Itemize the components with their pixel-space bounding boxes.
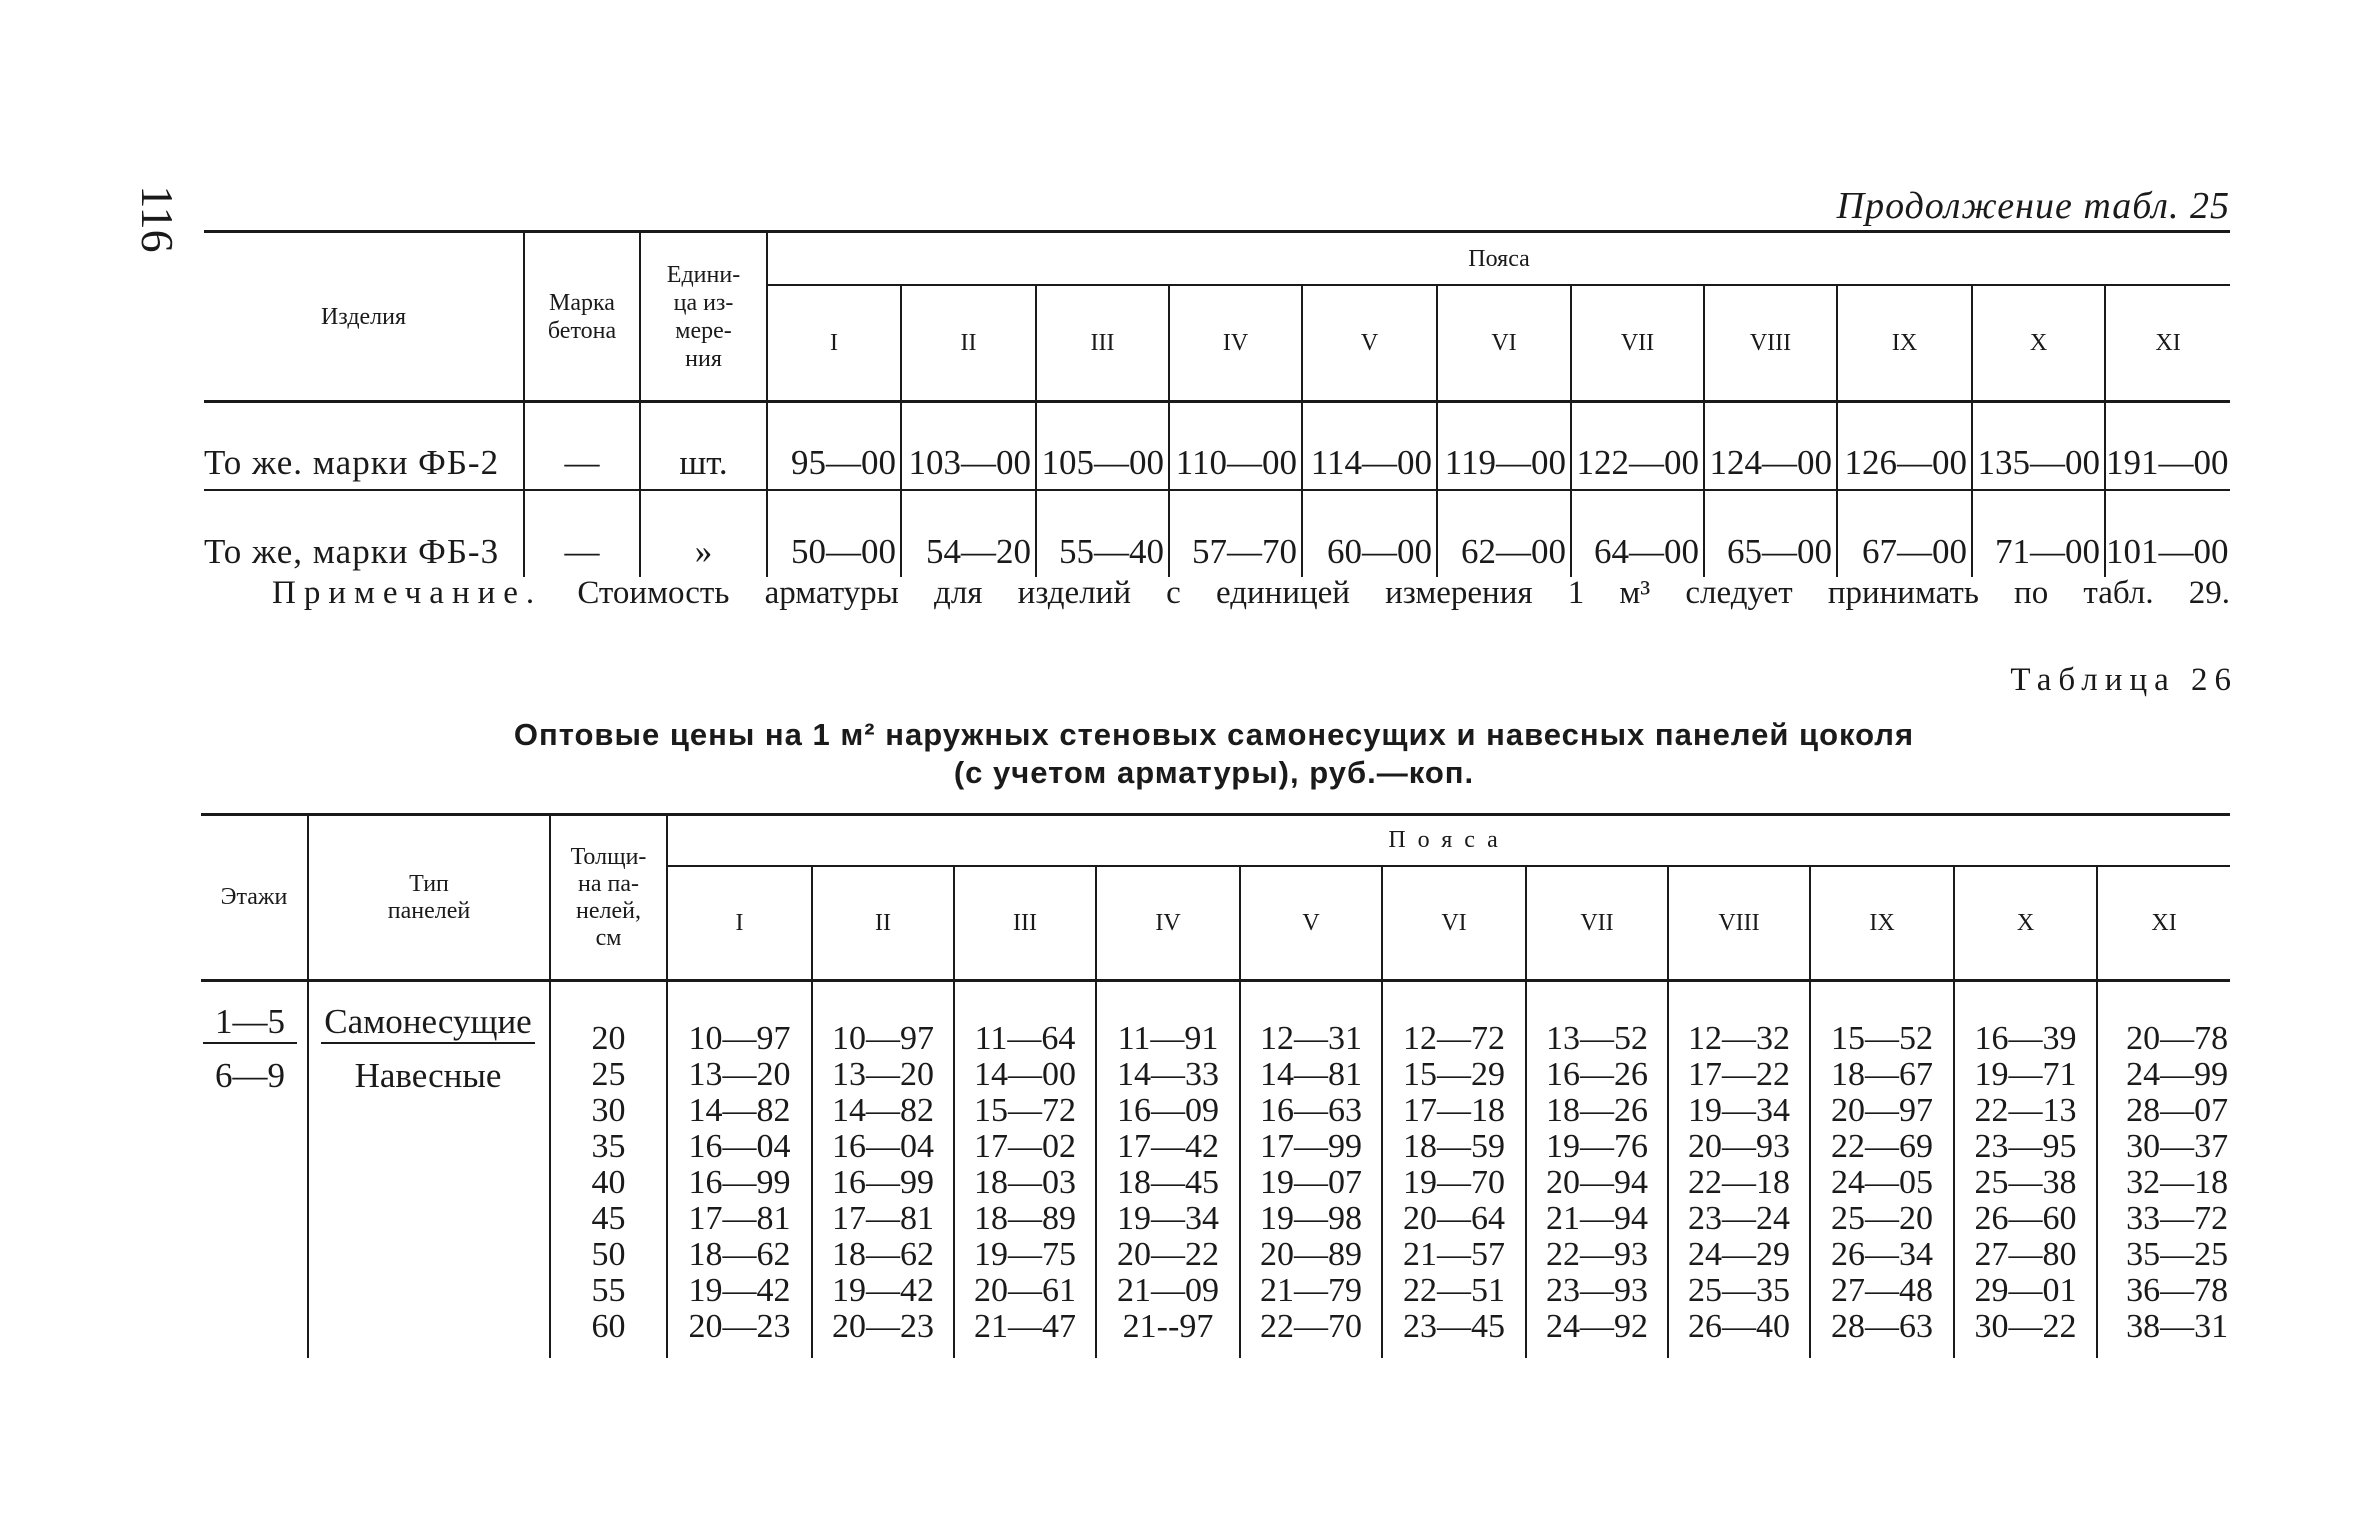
- page-number: 116: [132, 185, 183, 253]
- product-name-cell: То же, марки ФБ-3: [204, 532, 500, 571]
- price-cell: 17—22: [1668, 1057, 1810, 1093]
- title-line: (с учетом арматуры), руб.—коп.: [953, 755, 1475, 790]
- price-cell: 17—02: [954, 1129, 1096, 1165]
- spacer-cell: [550, 981, 667, 1022]
- price-cell: 19—76: [1526, 1129, 1668, 1165]
- note-label: Примечание.: [272, 575, 543, 611]
- price-cell: 71—00: [1972, 490, 2105, 577]
- spacer-cell: [1668, 1345, 1810, 1358]
- spacer-cell: [2097, 981, 2230, 1022]
- zone-numeral: VI: [1437, 285, 1571, 402]
- spacer-cell: [812, 981, 954, 1022]
- price-cell: 119—00: [1437, 402, 1571, 491]
- price-cell: 23—93: [1526, 1273, 1668, 1309]
- price-cell: 20—22: [1096, 1237, 1240, 1273]
- price-cell: 54—20: [901, 490, 1036, 577]
- price-cell: 64—00: [1571, 490, 1704, 577]
- header-product: Изделия: [204, 232, 524, 402]
- price-cell: 16—99: [812, 1165, 954, 1201]
- price-cell: 14—82: [667, 1093, 812, 1129]
- price-cell: 21—94: [1526, 1201, 1668, 1237]
- price-cell: 24—92: [1526, 1309, 1668, 1345]
- table-26-title: [204, 716, 2224, 792]
- header-thickness: [550, 815, 667, 981]
- table-26-label: Таблица 26: [2010, 662, 2238, 698]
- price-cell: 12—32: [1668, 1021, 1810, 1057]
- spacer-cell: [812, 1345, 954, 1358]
- price-cell: 57—70: [1169, 490, 1302, 577]
- panel-type: Самонесущие: [321, 1002, 535, 1044]
- price-cell: 19—42: [812, 1273, 954, 1309]
- price-cell: 15—29: [1382, 1057, 1526, 1093]
- price-cell: 20—89: [1240, 1237, 1382, 1273]
- price-cell: 12—72: [1382, 1021, 1526, 1057]
- price-cell: 22—93: [1526, 1237, 1668, 1273]
- price-cell: 22—13: [1954, 1093, 2097, 1129]
- zone-numeral: X: [1954, 866, 2097, 981]
- floor-range: 6—9: [215, 1056, 285, 1095]
- price-cell: 16—39: [1954, 1021, 2097, 1057]
- zone-numeral: IV: [1096, 866, 1240, 981]
- spacer-cell: [1810, 1345, 1954, 1358]
- thickness-cell: 25: [550, 1057, 667, 1093]
- price-cell: 20—61: [954, 1273, 1096, 1309]
- price-cell: 19—34: [1096, 1201, 1240, 1237]
- zone-numeral: III: [1036, 285, 1169, 402]
- table-row: [204, 402, 2230, 491]
- zone-numeral: VII: [1571, 285, 1704, 402]
- spacer-cell: [1526, 981, 1668, 1022]
- price-cell: 28—63: [1810, 1309, 1954, 1345]
- concrete-grade-cell: —: [524, 402, 640, 491]
- price-cell: 30—37: [2097, 1129, 2230, 1165]
- price-cell: 23—45: [1382, 1309, 1526, 1345]
- price-cell: 105—00: [1036, 402, 1169, 491]
- price-cell: 24—29: [1668, 1237, 1810, 1273]
- price-cell: 15—52: [1810, 1021, 1954, 1057]
- price-cell: 24—05: [1810, 1165, 1954, 1201]
- price-cell: 19—75: [954, 1237, 1096, 1273]
- table-25-note: [272, 573, 2230, 613]
- spacer-cell: [1954, 981, 2097, 1022]
- table-25-continuation-label: Продолжение табл. 25: [1836, 185, 2230, 227]
- unit-cell: »: [640, 490, 767, 577]
- header-concrete-grade: [524, 232, 640, 402]
- price-cell: 35—25: [2097, 1237, 2230, 1273]
- price-cell: 21--97: [1096, 1309, 1240, 1345]
- spacer-cell: [1096, 981, 1240, 1022]
- price-cell: 27—80: [1954, 1237, 2097, 1273]
- header-zones: Пояса: [667, 815, 2230, 867]
- price-cell: 18—62: [667, 1237, 812, 1273]
- price-cell: 26—34: [1810, 1237, 1954, 1273]
- price-cell: 65—00: [1704, 490, 1837, 577]
- price-cell: 135—00: [1972, 402, 2105, 491]
- price-cell: 20—78: [2097, 1021, 2230, 1057]
- spacer-cell: [1954, 1345, 2097, 1358]
- price-cell: 16—09: [1096, 1093, 1240, 1129]
- price-cell: 19—34: [1668, 1093, 1810, 1129]
- thickness-cell: 35: [550, 1129, 667, 1165]
- thickness-cell: 55: [550, 1273, 667, 1309]
- thickness-cell: 60: [550, 1309, 667, 1345]
- price-cell: 20—64: [1382, 1201, 1526, 1237]
- header-line: см: [595, 924, 622, 951]
- price-cell: 17—81: [667, 1201, 812, 1237]
- zone-numeral: X: [1972, 285, 2105, 402]
- spacer-cell: [1240, 981, 1382, 1022]
- header-zones: Пояса: [767, 232, 2230, 286]
- price-cell: 10—97: [812, 1021, 954, 1057]
- price-cell: 33—72: [2097, 1201, 2230, 1237]
- price-cell: 19—98: [1240, 1201, 1382, 1237]
- price-cell: 110—00: [1169, 402, 1302, 491]
- price-cell: 17—81: [812, 1201, 954, 1237]
- price-cell: 18—26: [1526, 1093, 1668, 1129]
- price-cell: 16—99: [667, 1165, 812, 1201]
- price-cell: 26—40: [1668, 1309, 1810, 1345]
- zone-numeral: VI: [1382, 866, 1526, 981]
- zone-numeral: IV: [1169, 285, 1302, 402]
- price-cell: 17—18: [1382, 1093, 1526, 1129]
- price-cell: 23—24: [1668, 1201, 1810, 1237]
- note-text: Стоимость арматуры для изделий с единицей измерения 1 м³ следует принимать по табл. 29.: [577, 575, 2231, 611]
- price-cell: 19—71: [1954, 1057, 2097, 1093]
- zone-numeral: VIII: [1668, 866, 1810, 981]
- table-spacer-row: [201, 981, 2230, 1022]
- price-cell: 18—59: [1382, 1129, 1526, 1165]
- price-cell: 20—94: [1526, 1165, 1668, 1201]
- price-cell: 10—97: [667, 1021, 812, 1057]
- price-cell: 14—82: [812, 1093, 954, 1129]
- header-line: мере-: [675, 317, 732, 344]
- spacer-cell: [2097, 1345, 2230, 1358]
- header-line: нелей,: [576, 897, 641, 924]
- panel-type: Навесные: [354, 1056, 502, 1095]
- spacer-cell: [1526, 1345, 1668, 1358]
- zone-numeral: IX: [1810, 866, 1954, 981]
- spacer-cell: [550, 1345, 667, 1358]
- product-name-cell: То же. марки ФБ-2: [204, 402, 524, 491]
- price-cell: 114—00: [1302, 402, 1437, 491]
- price-cell: 26—60: [1954, 1201, 2097, 1237]
- price-cell: 62—00: [1437, 490, 1571, 577]
- price-cell: 12—31: [1240, 1021, 1382, 1057]
- spacer-cell: [1240, 1345, 1382, 1358]
- price-cell: 126—00: [1837, 402, 1972, 491]
- zone-numeral: I: [767, 285, 901, 402]
- price-cell: 18—62: [812, 1237, 954, 1273]
- price-cell: 16—26: [1526, 1057, 1668, 1093]
- spacer-cell: [667, 981, 812, 1022]
- header-line: на па-: [578, 870, 639, 897]
- thickness-cell: 50: [550, 1237, 667, 1273]
- header-line: Тип: [409, 870, 449, 897]
- concrete-grade-cell: —: [524, 490, 640, 577]
- price-cell: 17—99: [1240, 1129, 1382, 1165]
- price-cell: 67—00: [1837, 490, 1972, 577]
- floors-cell: [201, 981, 308, 1359]
- zone-numeral: XI: [2105, 285, 2230, 402]
- price-cell: 38—31: [2097, 1309, 2230, 1345]
- price-cell: 11—91: [1096, 1021, 1240, 1057]
- header-line: бетона: [547, 317, 617, 344]
- price-cell: 101—00: [2105, 490, 2230, 577]
- table-25: [204, 230, 2230, 577]
- price-cell: 20—23: [667, 1309, 812, 1345]
- title-line: Оптовые цены на 1 м² наружных стеновых самонесущих и навесных панелей цоколя: [513, 717, 1915, 752]
- price-cell: 21—57: [1382, 1237, 1526, 1273]
- header-line: Едини-: [666, 261, 741, 288]
- price-cell: 19—07: [1240, 1165, 1382, 1201]
- price-cell: 16—04: [667, 1129, 812, 1165]
- zone-numeral: III: [954, 866, 1096, 981]
- price-cell: 13—52: [1526, 1021, 1668, 1057]
- price-cell: 19—42: [667, 1273, 812, 1309]
- price-cell: 36—78: [2097, 1273, 2230, 1309]
- header-line: Марка: [549, 289, 615, 316]
- spacer-cell: [667, 1345, 812, 1358]
- header-floors: Этажи: [201, 815, 308, 981]
- price-cell: 24—99: [2097, 1057, 2230, 1093]
- price-cell: 16—63: [1240, 1093, 1382, 1129]
- price-cell: 16—04: [812, 1129, 954, 1165]
- price-cell: 191—00: [2105, 402, 2230, 491]
- price-cell: 25—20: [1810, 1201, 1954, 1237]
- price-cell: 19—70: [1382, 1165, 1526, 1201]
- thickness-cell: 45: [550, 1201, 667, 1237]
- price-cell: 55—40: [1036, 490, 1169, 577]
- zone-numeral: V: [1240, 866, 1382, 981]
- price-cell: 124—00: [1704, 402, 1837, 491]
- price-cell: 28—07: [2097, 1093, 2230, 1129]
- zone-numeral: II: [901, 285, 1036, 402]
- thickness-cell: 40: [550, 1165, 667, 1201]
- zone-numeral: II: [812, 866, 954, 981]
- thickness-cell: 20: [550, 1021, 667, 1057]
- unit-cell: шт.: [640, 402, 767, 491]
- floor-range: 1—5: [203, 1002, 297, 1044]
- price-cell: 20—93: [1668, 1129, 1810, 1165]
- header-line: Толщи-: [570, 843, 647, 870]
- table-26: [201, 813, 2230, 1358]
- zone-numeral: V: [1302, 285, 1437, 402]
- price-cell: 11—64: [954, 1021, 1096, 1057]
- price-cell: 13—20: [667, 1057, 812, 1093]
- price-cell: 20—97: [1810, 1093, 1954, 1129]
- price-cell: 13—20: [812, 1057, 954, 1093]
- price-cell: 22—51: [1382, 1273, 1526, 1309]
- price-cell: 32—18: [2097, 1165, 2230, 1201]
- price-cell: 103—00: [901, 402, 1036, 491]
- price-cell: 95—00: [767, 402, 901, 491]
- spacer-cell: [954, 981, 1096, 1022]
- price-cell: 122—00: [1571, 402, 1704, 491]
- price-cell: 21—09: [1096, 1273, 1240, 1309]
- price-cell: 15—72: [954, 1093, 1096, 1129]
- price-cell: 60—00: [1302, 490, 1437, 577]
- spacer-cell: [954, 1345, 1096, 1358]
- price-cell: 29—01: [1954, 1273, 2097, 1309]
- price-cell: 22—70: [1240, 1309, 1382, 1345]
- price-cell: 30—22: [1954, 1309, 2097, 1345]
- price-cell: 18—89: [954, 1201, 1096, 1237]
- spacer-cell: [1096, 1345, 1240, 1358]
- zone-numeral: VIII: [1704, 285, 1837, 402]
- price-cell: 18—45: [1096, 1165, 1240, 1201]
- price-cell: 14—81: [1240, 1057, 1382, 1093]
- header-line: ния: [685, 345, 722, 372]
- panel-types-cell: [308, 981, 550, 1359]
- price-cell: 14—00: [954, 1057, 1096, 1093]
- table-row: [204, 490, 2230, 577]
- header-panel-type: [308, 815, 550, 981]
- price-cell: 14—33: [1096, 1057, 1240, 1093]
- price-cell: 22—69: [1810, 1129, 1954, 1165]
- price-cell: 50—00: [767, 490, 901, 577]
- price-cell: 18—03: [954, 1165, 1096, 1201]
- zone-numeral: IX: [1837, 285, 1972, 402]
- header-line: ца из-: [673, 289, 734, 316]
- price-cell: 27—48: [1810, 1273, 1954, 1309]
- zone-numeral: I: [667, 866, 812, 981]
- spacer-cell: [1382, 981, 1526, 1022]
- thickness-cell: 30: [550, 1093, 667, 1129]
- spacer-cell: [1810, 981, 1954, 1022]
- price-cell: 17—42: [1096, 1129, 1240, 1165]
- header-unit: [640, 232, 767, 402]
- price-cell: 22—18: [1668, 1165, 1810, 1201]
- header-line: панелей: [387, 897, 471, 924]
- spacer-cell: [1382, 1345, 1526, 1358]
- price-cell: 18—67: [1810, 1057, 1954, 1093]
- price-cell: 20—23: [812, 1309, 954, 1345]
- price-cell: 25—35: [1668, 1273, 1810, 1309]
- zone-numeral: XI: [2097, 866, 2230, 981]
- price-cell: 23—95: [1954, 1129, 2097, 1165]
- spacer-cell: [1668, 981, 1810, 1022]
- zone-numeral: VII: [1526, 866, 1668, 981]
- price-cell: 21—79: [1240, 1273, 1382, 1309]
- price-cell: 21—47: [954, 1309, 1096, 1345]
- price-cell: 25—38: [1954, 1165, 2097, 1201]
